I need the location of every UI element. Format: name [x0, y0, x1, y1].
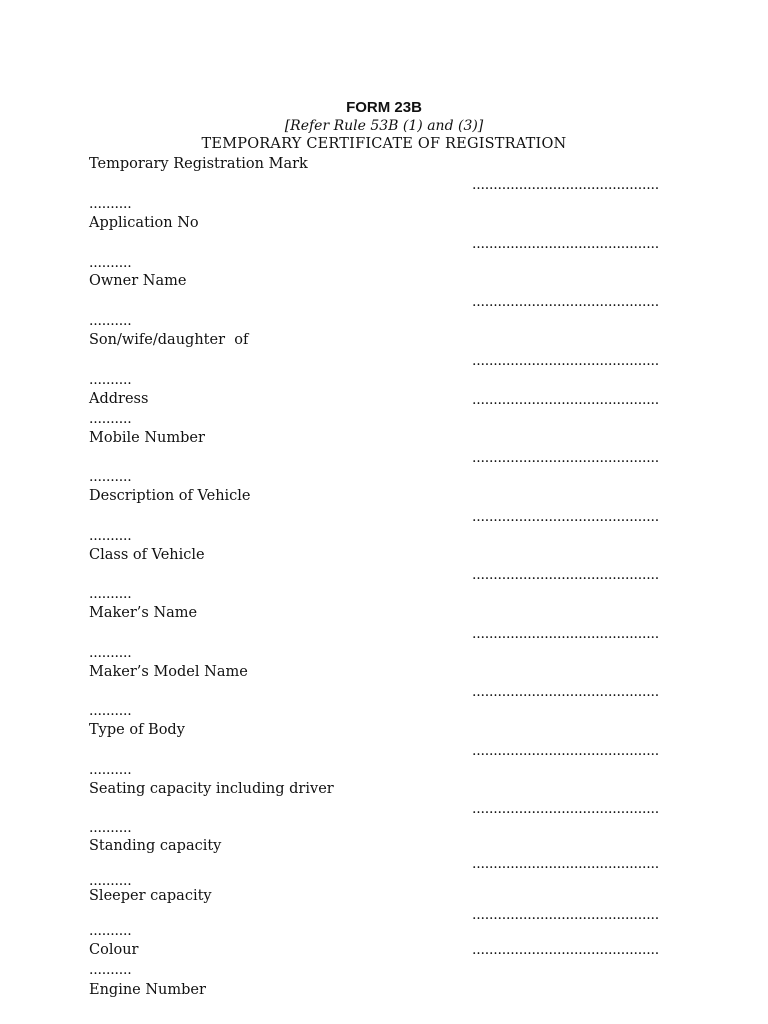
field-label-makers-model-name: Maker’s Model Name — [89, 664, 248, 680]
field-fill-continuation: .......... — [89, 923, 132, 939]
field-fill-standing-capacity[interactable]: ............................................ — [472, 856, 660, 872]
field-fill-mobile-number[interactable]: ............................................ — [472, 450, 660, 466]
field-fill-application-no[interactable]: ............................................ — [472, 236, 660, 252]
field-fill-continuation: .......... — [89, 645, 132, 661]
field-fill-continuation: .......... — [89, 820, 132, 836]
form-heading: TEMPORARY CERTIFICATE OF REGISTRATION — [201, 136, 567, 152]
field-label-engine-number: Engine Number — [89, 982, 206, 998]
field-fill-type-of-body[interactable]: ............................................ — [472, 743, 660, 759]
field-label-address: Address — [89, 391, 149, 407]
field-fill-continuation: .......... — [89, 528, 132, 544]
field-label-sleeper-capacity: Sleeper capacity — [89, 888, 212, 904]
field-fill-continuation: .......... — [89, 962, 132, 978]
field-fill-continuation: .......... — [89, 762, 132, 778]
field-label-owner-name: Owner Name — [89, 273, 187, 289]
field-label-description-of-vehicle: Description of Vehicle — [89, 488, 251, 504]
field-label-colour: Colour — [89, 942, 139, 958]
field-fill-makers-model-name[interactable]: ............................................ — [472, 684, 660, 700]
field-fill-son-wife-daughter-of[interactable]: ............................................ — [472, 353, 660, 369]
field-fill-class-of-vehicle[interactable]: ............................................ — [472, 567, 660, 583]
field-fill-seating-capacity[interactable]: ............................................ — [472, 801, 660, 817]
field-label-temporary-registration-mark: Temporary Registration Mark — [89, 156, 308, 172]
field-label-son-wife-daughter-of: Son/wife/daughter of — [89, 332, 249, 348]
field-label-standing-capacity: Standing capacity — [89, 838, 222, 854]
field-fill-description-of-vehicle[interactable]: ............................................ — [472, 509, 660, 525]
field-label-makers-name: Maker’s Name — [89, 605, 198, 621]
field-fill-continuation: .......... — [89, 703, 132, 719]
field-fill-makers-name[interactable]: ............................................ — [472, 626, 660, 642]
field-fill-continuation: .......... — [89, 469, 132, 485]
field-fill-continuation: .......... — [89, 873, 132, 889]
field-fill-continuation: .......... — [89, 411, 132, 427]
field-label-class-of-vehicle: Class of Vehicle — [89, 547, 205, 563]
field-fill-continuation: .......... — [89, 196, 132, 212]
field-fill-sleeper-capacity[interactable]: ............................................ — [472, 907, 660, 923]
field-fill-continuation: .......... — [89, 372, 132, 388]
form-rule-reference: [Refer Rule 53B (1) and (3)] — [284, 118, 484, 134]
field-fill-continuation: .......... — [89, 586, 132, 602]
field-label-type-of-body: Type of Body — [89, 722, 185, 738]
field-fill-temporary-registration-mark[interactable]: ............................................ — [472, 177, 660, 193]
field-fill-colour[interactable]: ............................................ — [472, 942, 660, 958]
field-fill-continuation: .......... — [89, 313, 132, 329]
form-title: FORM 23B — [346, 99, 422, 116]
field-fill-owner-name[interactable]: ............................................ — [472, 294, 660, 310]
field-label-seating-capacity: Seating capacity including driver — [89, 781, 334, 797]
field-label-mobile-number: Mobile Number — [89, 430, 205, 446]
field-fill-continuation: .......... — [89, 255, 132, 271]
field-fill-address[interactable]: ............................................ — [472, 392, 660, 408]
field-label-application-no: Application No — [89, 215, 199, 231]
